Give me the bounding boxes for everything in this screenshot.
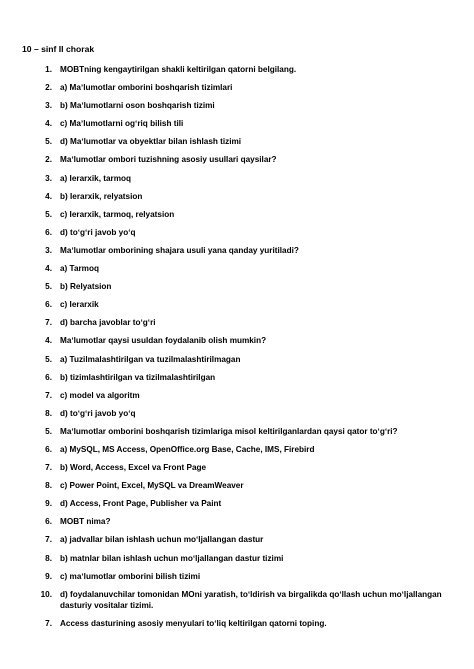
item-number: 5.	[45, 426, 52, 436]
list-item	[22, 354, 454, 365]
item-number: 4.	[45, 191, 52, 201]
item-text: a) Tarmoq	[60, 264, 99, 274]
item-text: c) Power Point, Excel, MySQL va DreamWeaver	[60, 481, 244, 491]
item-number: 6.	[45, 227, 52, 237]
item-number: 7.	[45, 390, 52, 400]
list-item	[22, 335, 454, 346]
item-text: Access dasturining asosiy menyulari toʻliq keltirilgan qatorni toping.	[60, 618, 327, 628]
item-number: 4.	[45, 336, 52, 346]
item-number: 1.	[45, 65, 52, 74]
item-text: a) Maʼlumotlar omborini boshqarish tizimlari	[60, 83, 233, 93]
item-number: 7.	[45, 318, 52, 328]
item-number: 6.	[45, 372, 52, 382]
item-text: d) foydalanuvchilar tomonidan MOni yaratish, toʻldirish va birgalikda qoʻllash uchun moʻljallangan dasturiy vositalar tizimi.	[60, 589, 442, 610]
item-number: 9.	[45, 571, 52, 581]
item-text: a) Tuzilmalashtirilgan va tuzilmalashtirilmagan	[60, 354, 241, 364]
item-number: 2.	[45, 155, 52, 165]
item-text: MOBTning kengaytirilgan shakli keltirilgan qatorni belgilang.	[60, 65, 297, 74]
list-item	[22, 444, 454, 455]
list-item	[22, 245, 454, 256]
item-text: d) barcha javoblar toʻgʻri	[60, 318, 156, 328]
item-number: 6.	[45, 444, 52, 454]
list-item	[22, 154, 454, 165]
list-item	[22, 480, 454, 491]
list-item	[22, 462, 454, 473]
list-item	[22, 209, 454, 220]
list-item	[22, 263, 454, 274]
list-item	[22, 516, 454, 527]
list-item	[22, 408, 454, 419]
item-number: 4.	[45, 264, 52, 274]
item-number: 5.	[45, 282, 52, 292]
list-item	[22, 426, 454, 437]
item-text: b) Ierarxik, relyatsion	[60, 191, 143, 201]
list-item	[22, 317, 454, 328]
item-number: 8.	[45, 553, 52, 563]
document-heading: 10 – sinf II chorak	[22, 44, 95, 54]
item-number: 7.	[45, 535, 52, 545]
list-item	[22, 100, 454, 111]
item-text: MOBT nima?	[60, 517, 111, 527]
item-number: 9.	[45, 499, 52, 509]
item-text: a) MySQL, MS Access, OpenOffice.org Base, Cache, IMS, Firebird	[60, 444, 315, 454]
list-item	[22, 173, 454, 184]
item-text: b) Relyatsion	[60, 282, 112, 292]
list-item	[22, 64, 454, 75]
list-item	[22, 299, 454, 310]
item-number: 4.	[45, 119, 52, 129]
item-text: c) Ierarxik, tarmoq, relyatsion	[60, 209, 175, 219]
item-text: Maʼlumotlar omborini boshqarish tizimlariga misol keltirilganlardan qaysi qator toʻgʻri?	[60, 426, 398, 436]
item-number: 5.	[45, 137, 52, 147]
item-text: b) matnlar bilan ishlash uchun moʻljallangan dastur tizimi	[60, 553, 284, 563]
item-text: d) Maʼlumotlar va obyektlar bilan ishlash tizimi	[60, 137, 242, 147]
item-text: c) maʼlumotlar omborini bilish tizimi	[60, 571, 201, 581]
item-text: c) model va algoritm	[60, 390, 140, 400]
item-number: 8.	[45, 481, 52, 491]
item-number: 6.	[45, 300, 52, 310]
question-list	[22, 64, 454, 629]
item-number: 2.	[45, 83, 52, 93]
list-item	[22, 191, 454, 202]
item-number: 7.	[45, 463, 52, 473]
list-item	[22, 589, 454, 611]
item-number: 8.	[45, 408, 52, 418]
list-item	[22, 372, 454, 383]
list-item	[22, 553, 454, 564]
list-item	[22, 498, 454, 509]
item-text: d) Access, Front Page, Publisher va Paint	[60, 499, 222, 509]
list-item	[22, 118, 454, 129]
item-text: b) Word, Access, Excel va Front Page	[60, 463, 207, 473]
list-item	[22, 82, 454, 93]
item-number: 3.	[45, 101, 52, 111]
item-text: a) Ierarxik, tarmoq	[60, 173, 131, 183]
item-text: Maʼlumotlar omborining shajara usuli yana qanday yuritiladi?	[60, 245, 299, 255]
item-text: c) Maʼlumotlarni ogʻriq bilish tili	[60, 119, 184, 129]
item-text: d) toʻgʻri javob yoʻq	[60, 227, 136, 237]
item-text: Maʼlumotlar ombori tuzishning asosiy usullari qaysilar?	[60, 155, 277, 165]
list-item	[22, 571, 454, 582]
item-number: 3.	[45, 173, 52, 183]
item-text: a) jadvallar bilan ishlash uchun moʻljallangan dastur	[60, 535, 264, 545]
list-item	[22, 534, 454, 545]
item-text: d) toʻgʻri javob yoʻq	[60, 408, 136, 418]
item-text: c) Ierarxik	[60, 300, 99, 310]
item-number: 7.	[45, 618, 52, 628]
item-text: Maʼlumotlar qaysi usuldan foydalanib olish mumkin?	[60, 336, 267, 346]
list-item	[22, 618, 454, 629]
list-item	[22, 227, 454, 238]
item-number: 5.	[45, 209, 52, 219]
item-text: b) Maʼlumotlarni oson boshqarish tizimi	[60, 101, 215, 111]
item-number: 10.	[40, 589, 52, 599]
list-item	[22, 136, 454, 147]
item-number: 6.	[45, 517, 52, 527]
item-number: 3.	[45, 245, 52, 255]
item-number: 5.	[45, 354, 52, 364]
item-text: b) tizimlashtirilgan va tizilmalashtirilgan	[60, 372, 216, 382]
list-item	[22, 390, 454, 401]
list-item	[22, 281, 454, 292]
